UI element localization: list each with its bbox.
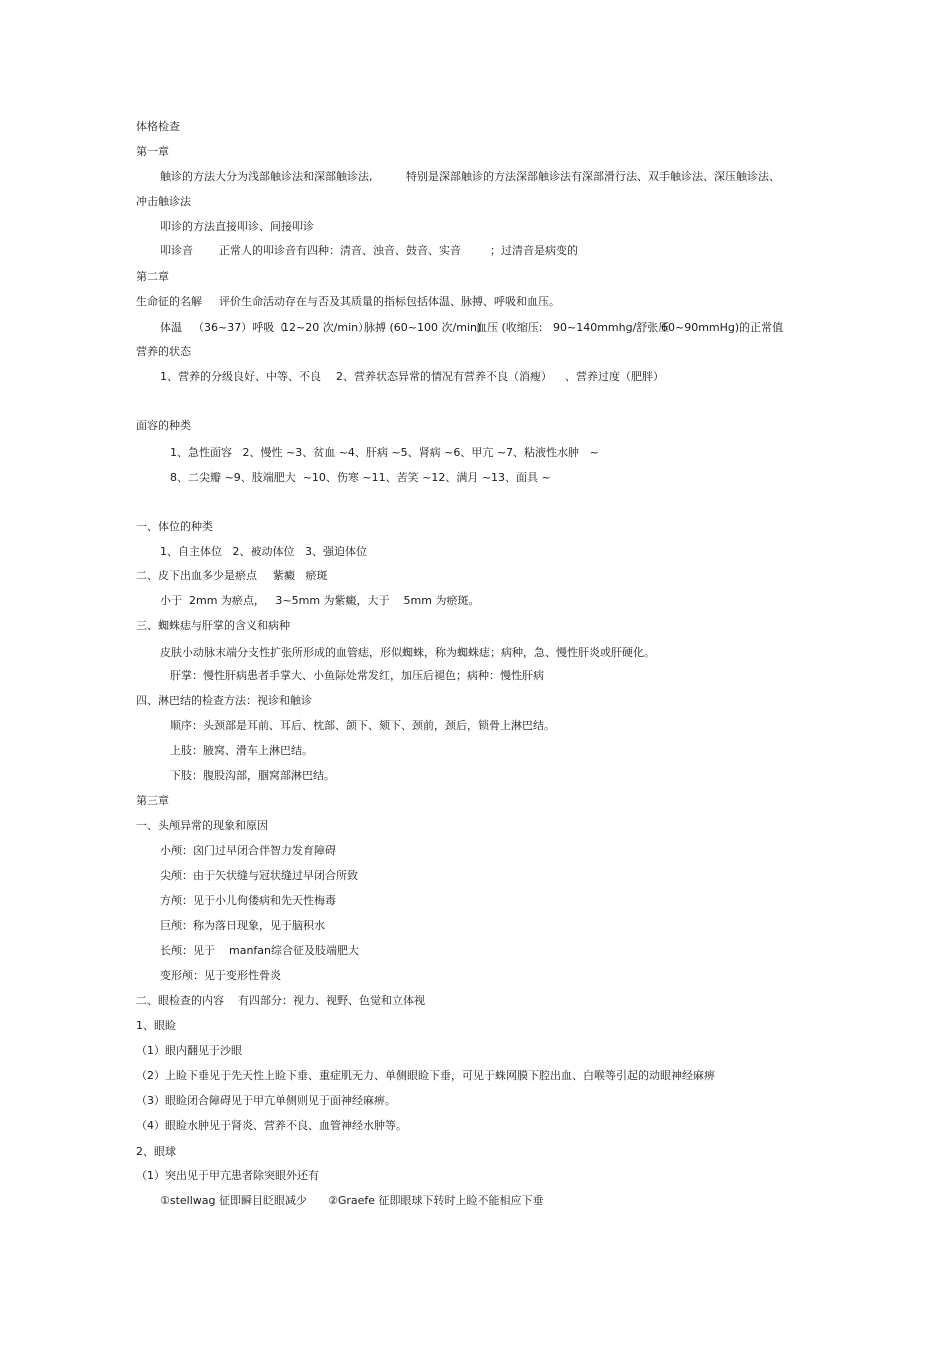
skull-item: 小颅：囟门过早闭合伴智力发育障碍	[160, 844, 336, 857]
eyeball-item: （1）突出见于甲亢患者除突眼外还有	[136, 1169, 319, 1182]
palpation-text-c: 冲击触诊法	[136, 195, 191, 208]
eyeball-heading: 2、眼球	[136, 1145, 176, 1158]
document-title: 体格检查	[136, 120, 180, 133]
skull-item: 变形颅：见于变形性骨炎	[160, 969, 281, 982]
skull-item: 尖颅：由于矢状缝与冠状缝过早闭合所致	[160, 869, 358, 882]
eyelid-item: （2）上睑下垂见于先天性上睑下垂、重症肌无力、单侧眼睑下垂，可见于蛛网膜下腔出血、白喉等引起的动眼神经麻痹	[136, 1069, 715, 1082]
skull-item: 方颅：见于小儿佝偻病和先天性梅毒	[160, 894, 336, 907]
lymph-upper-limb: 上肢：腋窝、滑车上淋巴结。	[170, 744, 313, 757]
facies-heading: 面容的种类	[136, 419, 191, 432]
vitals-bp-diastolic: 60~90mmHg)的正常值	[661, 321, 784, 334]
percussion-text-a: 正常人的叩诊音有四种：清音、浊音、鼓音、实音	[219, 244, 461, 257]
vital-signs-definition: 评价生命活动存在与否及其质量的指标包括体温、脉搏、呼吸和血压。	[219, 295, 560, 308]
stellwag-sign: ①stellwag 征即瞬目眨眼减少	[160, 1194, 308, 1207]
eyelid-heading: 1、眼睑	[136, 1019, 176, 1032]
skull-item: 巨颅：称为落日现象，见于脑积水	[160, 919, 325, 932]
eye-heading: 二、眼检查的内容	[136, 994, 224, 1007]
skull-heading: 一、头颅异常的现象和原因	[136, 819, 268, 832]
percussion-label: 叩诊音	[160, 244, 193, 257]
percussion-text-b: ；过清音是病变的	[490, 244, 578, 257]
position-items: 1、自主体位 2、被动体位 3、强迫体位	[160, 545, 367, 558]
nutrition-grades: 1、营养的分级良好、中等、不良	[160, 370, 321, 383]
percussion-methods: 叩诊的方法直接叩诊、间接叩诊	[160, 220, 314, 233]
lymph-lower-limb: 下肢：腹股沟部，腘窝部淋巴结。	[170, 769, 335, 782]
spider-heading: 三、蜘蛛痣与肝掌的含义和病种	[136, 619, 290, 632]
vitals-temperature-value: （36~37）呼吸（	[193, 321, 286, 334]
vital-signs-label: 生命征的名解	[136, 295, 202, 308]
lymph-heading: 四、淋巴结的检查方法：视诊和触诊	[136, 694, 312, 707]
palpation-text-b: 特别是深部触诊的方法深部触诊法有深部滑行法、双手触诊法、深压触诊法、	[406, 170, 780, 183]
eyelid-item: （3）眼睑闭合障碍见于甲亢单侧则见于面神经麻痹。	[136, 1094, 396, 1107]
nutrition-excess: 、营养过度（肥胖）	[565, 370, 664, 383]
spider-definition: 皮肤小动脉末端分支性扩张所形成的血管痣，形似蜘蛛，称为蜘蛛痣；病种，急、慢性肝炎或肝硬化。	[160, 646, 655, 659]
subcutaneous-detail: 小于 2mm 为瘀点， 3~5mm 为紫癜，大于 5mm 为瘀斑。	[160, 594, 480, 607]
nutrition-heading: 营养的状态	[136, 345, 191, 358]
eyelid-item: （1）眼内翻见于沙眼	[136, 1044, 242, 1057]
chapter-2-heading: 第二章	[136, 270, 169, 283]
facies-list-line-2: 8、二尖瓣 ~9、肢端肥大 ~10、伤寒 ~11、苦笑 ~12、满月 ~13、面具 ~	[170, 471, 551, 484]
lymph-order: 顺序：头颈部是耳前、耳后、枕部、颌下、颏下、颈前，颈后，锁骨上淋巴结。	[170, 719, 555, 732]
chapter-1-heading: 第一章	[136, 145, 169, 158]
nutrition-abnormal: 2、营养状态异常的情况有营养不良（消瘦）	[336, 370, 552, 383]
eyelid-item: （4）眼睑水肿见于肾炎、营养不良、血管神经水肿等。	[136, 1119, 407, 1132]
vitals-respiration-value: 12~20 次/min）	[282, 321, 370, 334]
palpation-text-a: 触诊的方法大分为浅部触诊法和深部触诊法,	[160, 170, 373, 183]
facies-list-line-1: 1、急性面容 2、慢性 ~3、贫血 ~4、肝病 ~5、肾病 ~6、甲亢 ~7、粘液性水肿 ~	[170, 446, 599, 459]
skull-item: 长颅：见于 manfan综合征及肢端肥大	[160, 944, 359, 957]
chapter-3-heading: 第三章	[136, 794, 169, 807]
vitals-bp-label: 血压 (收缩压:	[476, 321, 543, 334]
subcutaneous-types: 紫癜 瘀斑	[273, 569, 328, 582]
vitals-temperature-label: 体温	[160, 321, 182, 334]
graefe-sign: ②Graefe 征即眼球下转时上睑不能相应下垂	[328, 1194, 544, 1207]
vitals-bp-systolic: 90~140mmhg/舒张压	[553, 321, 670, 334]
liver-palm-definition: 肝掌：慢性肝病患者手掌大、小鱼际处常发红，加压后褪色；病种：慢性肝病	[170, 669, 544, 682]
vitals-pulse-value: 脉搏 (60~100 次/min)	[364, 321, 482, 334]
position-heading: 一、体位的种类	[136, 520, 213, 533]
subcutaneous-heading: 二、皮下出血多少是瘀点	[136, 569, 257, 582]
eye-heading-detail: 有四部分：视力、视野、色觉和立体视	[238, 994, 425, 1007]
